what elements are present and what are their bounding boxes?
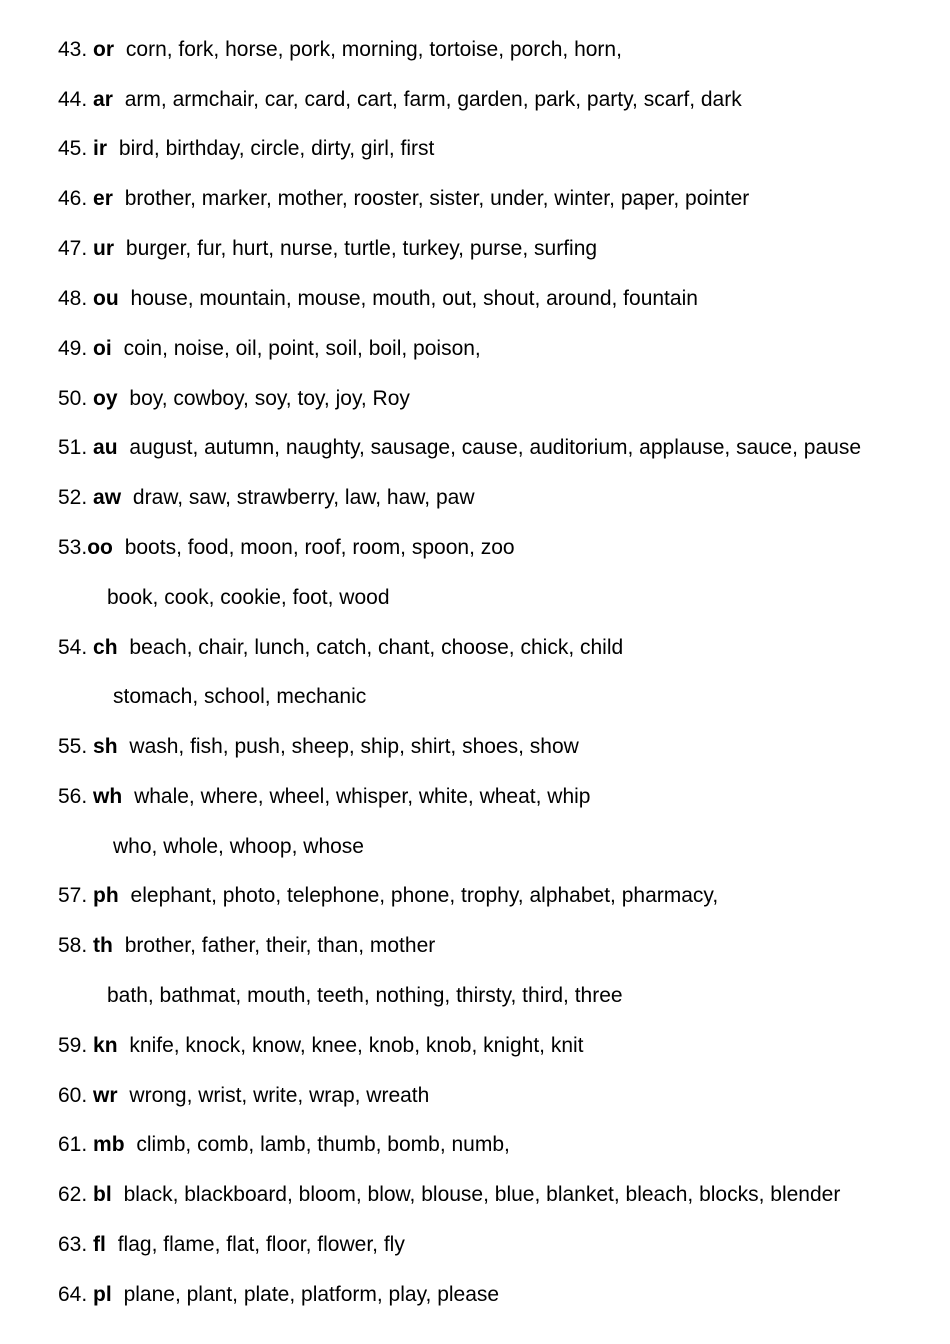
phonics-pattern: au [93, 436, 118, 459]
entry-47 [58, 234, 597, 264]
phonics-pattern: er [93, 187, 113, 210]
entry-number: 43. [58, 38, 88, 61]
phonics-pattern: oi [93, 337, 112, 360]
example-words: wrong, wrist, write, wrap, wreath [129, 1084, 430, 1107]
entry-number: 51. [58, 436, 88, 459]
entry-57 [58, 881, 718, 911]
entry-number: 50. [58, 387, 88, 410]
example-words: stomach, school, mechanic [113, 685, 367, 708]
entry-number: 54. [58, 636, 88, 659]
example-words: draw, saw, strawberry, law, haw, paw [132, 486, 475, 509]
example-words: burger, fur, hurt, nurse, turtle, turkey, purse, surfing [125, 237, 598, 260]
entry-48 [58, 284, 698, 314]
example-words: climb, comb, lamb, thumb, bomb, numb, [136, 1133, 510, 1156]
entry-number: 55. [58, 735, 88, 758]
example-words: who, whole, whoop, whose [113, 835, 364, 858]
entry-53 [58, 533, 515, 563]
example-words: flag, flame, flat, floor, flower, fly [117, 1233, 405, 1256]
entry-58 [58, 931, 435, 961]
example-words: boots, food, moon, roof, room, spoon, zoo [124, 536, 515, 559]
phonics-pattern: wr [93, 1084, 118, 1107]
example-words: august, autumn, naughty, sausage, cause, auditorium, applause, sauce, pause [129, 436, 862, 459]
entry-number: 45. [58, 137, 88, 160]
phonics-pattern: pl [93, 1283, 112, 1306]
example-words: whale, where, wheel, whisper, white, wheat, whip [134, 785, 591, 808]
example-words: coin, noise, oil, point, soil, boil, poison, [123, 337, 481, 360]
entry-number: 63. [58, 1233, 88, 1256]
entry-60 [58, 1081, 429, 1111]
entry-62 [58, 1180, 840, 1210]
entry-number: 52. [58, 486, 88, 509]
entry-45 [58, 134, 434, 164]
entry-50 [58, 384, 410, 414]
entry-44 [58, 85, 742, 115]
entry-number: 57. [58, 884, 88, 907]
example-words: knife, knock, know, knee, knob, knob, knight, knit [129, 1034, 584, 1057]
example-words: brother, marker, mother, rooster, sister, under, winter, paper, pointer [124, 187, 750, 210]
phonics-pattern: ou [93, 287, 119, 310]
entry-54-continuation [113, 682, 366, 712]
entry-46 [58, 184, 749, 214]
example-words: black, blackboard, bloom, blow, blouse, blue, blanket, bleach, blocks, blender [123, 1183, 841, 1206]
phonics-pattern: bl [93, 1183, 112, 1206]
entry-52 [58, 483, 475, 513]
phonics-pattern: oy [93, 387, 118, 410]
entry-number: 60. [58, 1084, 88, 1107]
entry-number: 53. [58, 536, 88, 559]
entry-59 [58, 1031, 584, 1061]
phonics-pattern: aw [93, 486, 122, 509]
entry-number: 64. [58, 1283, 88, 1306]
example-words: brother, father, their, than, mother [124, 934, 436, 957]
example-words: plane, plant, plate, platform, play, please [123, 1283, 500, 1306]
phonics-pattern: ur [93, 237, 115, 260]
entry-58-continuation [107, 981, 623, 1011]
entry-number: 61. [58, 1133, 88, 1156]
example-words: bath, bathmat, mouth, teeth, nothing, thirsty, third, three [107, 984, 623, 1007]
entry-number: 56. [58, 785, 88, 808]
entry-number: 58. [58, 934, 88, 957]
entry-43 [58, 35, 622, 65]
entry-56-continuation [113, 832, 364, 862]
entry-56 [58, 782, 590, 812]
example-words: elephant, photo, telephone, phone, trophy, alphabet, pharmacy, [130, 884, 719, 907]
entry-number: 62. [58, 1183, 88, 1206]
entry-55 [58, 732, 579, 762]
example-words: corn, fork, horse, pork, morning, tortoise, porch, horn, [125, 38, 622, 61]
entry-49 [58, 334, 481, 364]
entry-number: 49. [58, 337, 88, 360]
phonics-pattern: wh [93, 785, 123, 808]
entry-54 [58, 633, 623, 663]
phonics-pattern: or [93, 38, 115, 61]
phonics-pattern: mb [93, 1133, 125, 1156]
example-words: book, cook, cookie, foot, wood [107, 586, 390, 609]
entry-51 [58, 433, 861, 463]
entry-number: 47. [58, 237, 88, 260]
phonics-pattern: ch [93, 636, 118, 659]
example-words: bird, birthday, circle, dirty, girl, first [118, 137, 435, 160]
phonics-pattern: th [93, 934, 113, 957]
phonics-pattern: fl [93, 1233, 106, 1256]
phonics-pattern: kn [93, 1034, 118, 1057]
phonics-pattern: ar [93, 88, 113, 111]
entry-61 [58, 1130, 510, 1160]
example-words: wash, fish, push, sheep, ship, shirt, shoes, show [129, 735, 579, 758]
example-words: beach, chair, lunch, catch, chant, choose, chick, child [129, 636, 624, 659]
entry-number: 48. [58, 287, 88, 310]
phonics-pattern: ir [93, 137, 108, 160]
phonics-pattern: oo [87, 536, 113, 559]
entry-number: 46. [58, 187, 88, 210]
phonics-pattern: sh [93, 735, 118, 758]
example-words: arm, armchair, car, card, cart, farm, garden, park, party, scarf, dark [124, 88, 742, 111]
entry-number: 44. [58, 88, 88, 111]
example-words: boy, cowboy, soy, toy, joy, Roy [129, 387, 410, 410]
entry-53-continuation [107, 583, 390, 613]
example-words: house, mountain, mouse, mouth, out, shout, around, fountain [130, 287, 698, 310]
phonics-pattern: ph [93, 884, 119, 907]
entry-64 [58, 1280, 499, 1310]
entry-number: 59. [58, 1034, 88, 1057]
entry-63 [58, 1230, 405, 1260]
